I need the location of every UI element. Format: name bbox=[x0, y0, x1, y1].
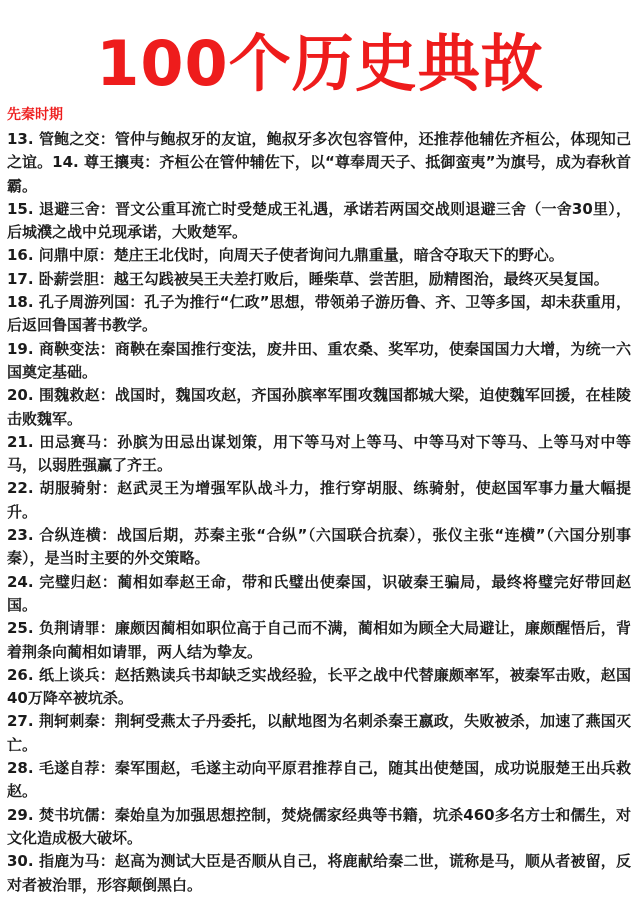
list-item: 20. 围魏救赵：战国时，魏国攻赵，齐国孙膑率军围攻魏国都城大梁，迫使魏军回援，在桂陵击败魏军。 bbox=[7, 386, 631, 428]
list-item: 27. 荆轲刺秦：荆轲受燕太子丹委托，以献地图为名刺杀秦王嬴政，失败被杀，加速了燕国灭亡。 bbox=[7, 712, 631, 754]
page-title: 100个历史典故 bbox=[96, 27, 544, 100]
list-item: 22. 胡服骑射：赵武灵王为增强军队战斗力，推行穿胡服、练骑射，使赵国军事力量大幅提升。 bbox=[7, 479, 631, 521]
list-item: 17. 卧薪尝胆：越王勾践被吴王夫差打败后，睡柴草、尝苦胆，励精图治，最终灭吴复国。 bbox=[7, 269, 609, 288]
list-item: 13. 管鲍之交：管仲与鲍叔牙的友谊，鲍叔牙多次包容管仲，还推荐他辅佐齐桓公，体现知己之谊。14. 尊王攘夷：齐桓公在管仲辅佐下，以“尊奉周天子、抵御蛮夷”为旗号，成为春秋首霸。 bbox=[7, 130, 631, 195]
list-item: 25. 负荆请罪：廉颇因蔺相如职位高于自己而不满，蔺相如为顾全大局避让，廉颇醒悟后，背着荆条向蔺相如请罪，两人结为挚友。 bbox=[7, 619, 631, 661]
list-item: 16. 问鼎中原：楚庄王北伐时，向周天子使者询问九鼎重量，暗含夺取天下的野心。 bbox=[7, 246, 564, 265]
list-item: 24. 完璧归赵：蔺相如奉赵王命，带和氏璧出使秦国，识破秦王骗局，最终将璧完好带回赵国。 bbox=[7, 572, 631, 614]
section-heading: 先秦时期 bbox=[7, 107, 63, 123]
list-item: 23. 合纵连横：战国后期，苏秦主张“合纵”（六国联合抗秦），张仪主张“连横”（六国分别事秦），是当时主要的外交策略。 bbox=[7, 526, 631, 568]
list-item: 21. 田忌赛马：孙膑为田忌出谋划策，用下等马对上等马、中等马对下等马、上等马对中等马，以弱胜强赢了齐王。 bbox=[7, 432, 631, 475]
story-list bbox=[7, 128, 631, 897]
list-item: 29. 焚书坑儒：秦始皇为加强思想控制，焚烧儒家经典等书籍，坑杀460多名方士和儒生，对文化造成极大破坏。 bbox=[7, 805, 631, 847]
list-item: 30. 指鹿为马：赵高为测试大臣是否顺从自己，将鹿献给秦二世，谎称是马，顺从者被留，反对者被治罪，形容颠倒黑白。 bbox=[7, 852, 631, 894]
list-item: 19. 商鞅变法：商鞅在秦国推行变法，废井田、重农桑、奖军功，使秦国国力大增，为统一六国奠定基础。 bbox=[7, 339, 631, 381]
list-item: 28. 毛遂自荐：秦军围赵，毛遂主动向平原君推荐自己，随其出使楚国，成功说服楚王出兵救赵。 bbox=[7, 759, 631, 801]
list-item: 15. 退避三舍：晋文公重耳流亡时受楚成王礼遇，承诺若两国交战则退避三舍（一舍30里），后城濮之战中兑现承诺，大败楚军。 bbox=[7, 199, 631, 242]
list-item: 26. 纸上谈兵：赵括熟读兵书却缺乏实战经验，长平之战中代替廉颇率军，被秦军击败，赵国40万降卒被坑杀。 bbox=[7, 665, 631, 708]
list-item: 18. 孔子周游列国：孔子为推行“仁政”思想，带领弟子游历鲁、齐、卫等多国，却未获重用，后返回鲁国著书教学。 bbox=[7, 293, 631, 335]
